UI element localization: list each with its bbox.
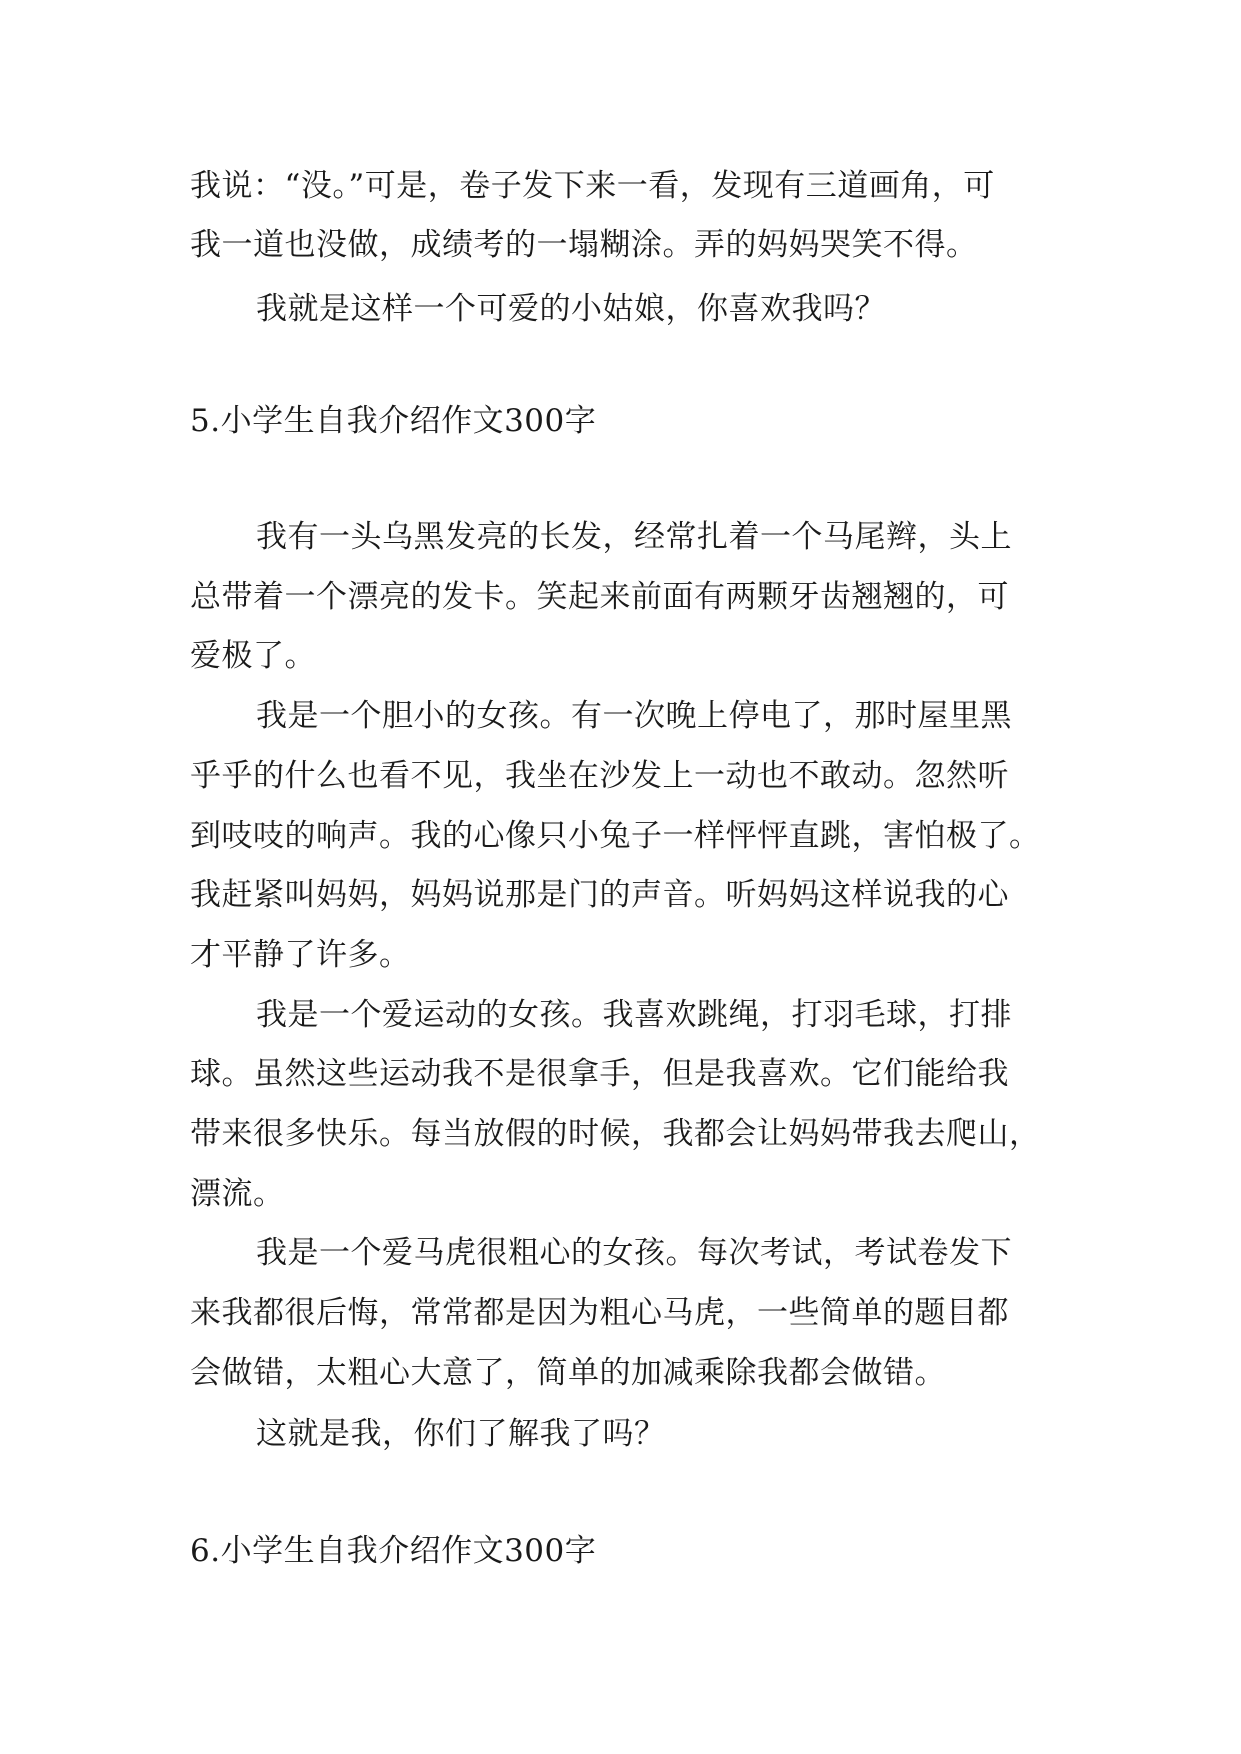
text-line: 会做错，太粗心大意了，简单的加减乘除我都会做错。 (190, 1355, 946, 1391)
text-line: 来我都很后悔，常常都是因为粗心马虎，一些简单的题目都 (190, 1295, 1009, 1331)
text-line: 乎乎的什么也看不见，我坐在沙发上一动也不敢动。忽然听 (190, 758, 1009, 794)
section-heading: 6.小学生自我介绍作文300字 (190, 1533, 597, 1569)
section-heading: 5.小学生自我介绍作文300字 (190, 403, 597, 439)
text-line: 爱极了。 (190, 638, 316, 674)
text-line: 我一道也没做，成绩考的一塌糊涂。弄的妈妈哭笑不得。 (190, 227, 978, 263)
text-line: 到吱吱的响声。我的心像只小兔子一样怦怦直跳，害怕极了。 (190, 818, 1041, 854)
text-line: 才平静了许多。 (190, 937, 411, 973)
text-line: 我赶紧叫妈妈，妈妈说那是门的声音。听妈妈这样说我的心 (190, 877, 1009, 913)
text-line: 我有一头乌黑发亮的长发，经常扎着一个马尾辫，头上 (256, 519, 1012, 555)
text-line: 我是一个爱运动的女孩。我喜欢跳绳，打羽毛球，打排 (256, 997, 1012, 1033)
text-line: 我是一个胆小的女孩。有一次晚上停电了，那时屋里黑 (256, 698, 1012, 734)
text-line: 漂流。 (190, 1176, 285, 1212)
text-line: 总带着一个漂亮的发卡。笑起来前面有两颗牙齿翘翘的，可 (190, 579, 1009, 615)
text-line: 我说：“没。”可是，卷子发下来一看，发现有三道画角，可 (190, 168, 995, 204)
text-line: 带来很多快乐。每当放假的时候，我都会让妈妈带我去爬山， (190, 1116, 1041, 1152)
text-line: 我就是这样一个可爱的小姑娘，你喜欢我吗？ (256, 291, 886, 327)
text-line: 这就是我，你们了解我了吗？ (256, 1416, 666, 1452)
text-line: 球。虽然这些运动我不是很拿手，但是我喜欢。它们能给我 (190, 1056, 1009, 1092)
text-line: 我是一个爱马虎很粗心的女孩。每次考试，考试卷发下 (256, 1235, 1012, 1271)
